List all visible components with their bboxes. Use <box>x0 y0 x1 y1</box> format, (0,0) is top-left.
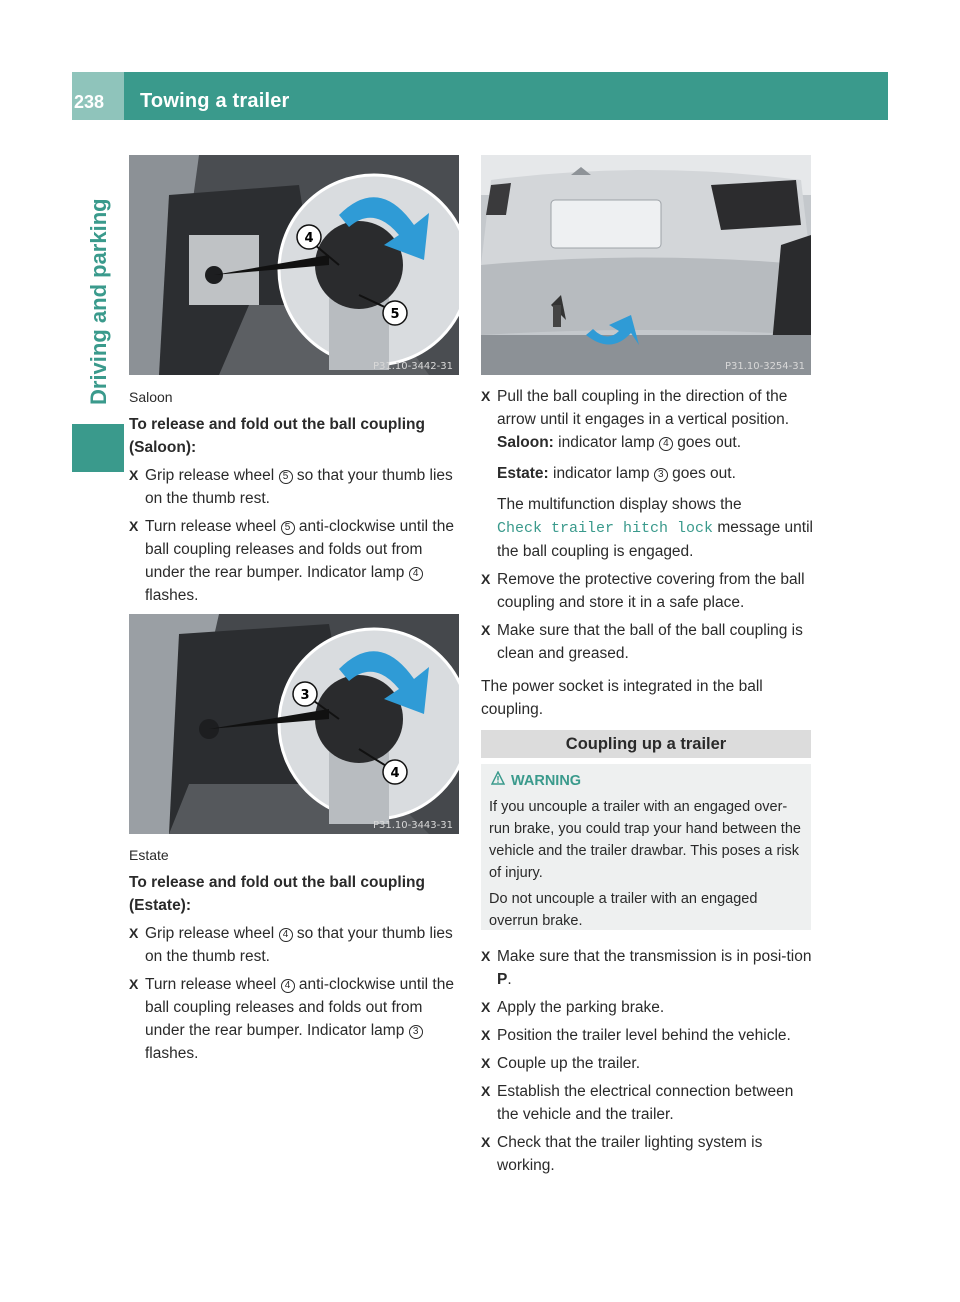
warning-text-1: If you uncouple a trailer with an engaged over-run brake, you could trap your hand between the vehicle and the trailer drawbar. This poses a risk of injury. <box>489 799 801 881</box>
coupling-steps <box>481 940 813 1177</box>
warning-box <box>481 764 811 930</box>
step-estate-1: X Grip release wheel 4 so that your thumb lies on the thumb rest. <box>129 922 461 968</box>
callout-ref: 4 <box>279 928 293 942</box>
step-lighting: X Check that the trailer lighting system is working. <box>481 1131 813 1177</box>
saloon-instructions <box>129 386 461 607</box>
photo-code: P31.10-3254-31 <box>724 361 805 372</box>
power-socket-note: The power socket is integrated in the ball coupling. <box>481 678 763 718</box>
photo-rear-bumper <box>481 155 811 375</box>
photo-saloon-release-wheel <box>129 155 459 375</box>
photo-estate-release-wheel <box>129 614 459 834</box>
callout-ref: 5 <box>281 521 295 535</box>
step-arrow-icon: X <box>481 622 491 638</box>
step-arrow-icon: X <box>481 948 491 964</box>
step-arrow-icon: X <box>129 518 139 534</box>
warning-heading: WARNING <box>489 770 803 792</box>
step-position-trailer: X Position the trailer level behind the vehicle. <box>481 1024 813 1047</box>
step-arrow-icon: X <box>481 999 491 1015</box>
step-transmission: X Make sure that the transmission is in posi-tion P. <box>481 945 813 991</box>
warning-icon <box>491 771 505 785</box>
step-pull-ball-coupling: X Pull the ball coupling in the direction of the arrow until it engages in a vertical position. Saloon: indicator lamp 4 goes out. Estate: indicator lamp 3 goes out. The multifunction display shows the Check trailer hitch lock message until the ball coupling is engaged. <box>481 385 813 563</box>
step-remove-covering: X Remove the protective covering from the ball coupling and store it in a safe place. <box>481 568 813 614</box>
step-arrow-icon: X <box>129 925 139 941</box>
photo-code: P31.10-3443-31 <box>372 820 453 831</box>
callout-4: 4 <box>304 231 314 246</box>
step-saloon-1: X Grip release wheel 5 so that your thumb lies on the thumb rest. <box>129 464 461 510</box>
estate-lamp-note: Estate: indicator lamp 3 goes out. <box>497 465 736 482</box>
callout-ref: 3 <box>409 1025 423 1039</box>
heading-estate: To release and fold out the ball coupling (Estate): <box>129 874 425 914</box>
callout-5: 5 <box>390 307 400 322</box>
callout-ref: 4 <box>409 567 423 581</box>
photo-code: P31.10-3442-31 <box>372 361 453 372</box>
callout-3: 3 <box>300 688 310 703</box>
step-arrow-icon: X <box>481 571 491 587</box>
step-arrow-icon: X <box>129 467 139 483</box>
caption-estate: Estate <box>129 847 169 863</box>
estate-instructions <box>129 844 461 1065</box>
warning-text-2: Do not uncouple a trailer with an engaged overrun brake. <box>489 891 758 929</box>
step-saloon-2: X Turn release wheel 5 anti-clockwise until the ball coupling releases and folds out from under the rear bumper. Indicator lamp 4 flashes. <box>129 515 461 607</box>
right-instructions <box>481 380 813 721</box>
step-arrow-icon: X <box>129 976 139 992</box>
step-arrow-icon: X <box>481 1055 491 1071</box>
step-arrow-icon: X <box>481 1134 491 1150</box>
step-arrow-icon: X <box>481 388 491 404</box>
section-heading: Coupling up a trailer <box>565 735 727 753</box>
callout-ref: 3 <box>654 468 668 482</box>
callout-ref: 5 <box>279 470 293 484</box>
callout-ref: 4 <box>659 437 673 451</box>
side-tab-marker <box>72 424 124 472</box>
step-arrow-icon: X <box>481 1083 491 1099</box>
display-message: Check trailer hitch lock <box>497 520 714 537</box>
step-couple-trailer: X Couple up the trailer. <box>481 1052 813 1075</box>
callout-4: 4 <box>390 766 400 781</box>
heading-saloon: To release and fold out the ball coupling (Saloon): <box>129 416 425 456</box>
callout-ref: 4 <box>281 979 295 993</box>
saloon-lamp-note: Saloon: indicator lamp 4 goes out. <box>497 434 742 451</box>
display-message-note: The multifunction display shows the Check trailer hitch lock message until the ball coupling is engaged. <box>497 496 813 560</box>
step-electrical: X Establish the electrical connection between the vehicle and the trailer. <box>481 1080 813 1126</box>
step-parking-brake: X Apply the parking brake. <box>481 996 813 1019</box>
page-number: 238 <box>74 92 105 112</box>
page-title: Towing a trailer <box>140 90 290 112</box>
step-estate-2: X Turn release wheel 4 anti-clockwise until the ball coupling releases and folds out from under the rear bumper. Indicator lamp 3 flashes. <box>129 973 461 1065</box>
caption-saloon: Saloon <box>129 389 173 405</box>
step-check-greased: X Make sure that the ball of the ball coupling is clean and greased. <box>481 619 813 665</box>
section-side-label: Driving and parking <box>86 198 111 405</box>
step-arrow-icon: X <box>481 1027 491 1043</box>
